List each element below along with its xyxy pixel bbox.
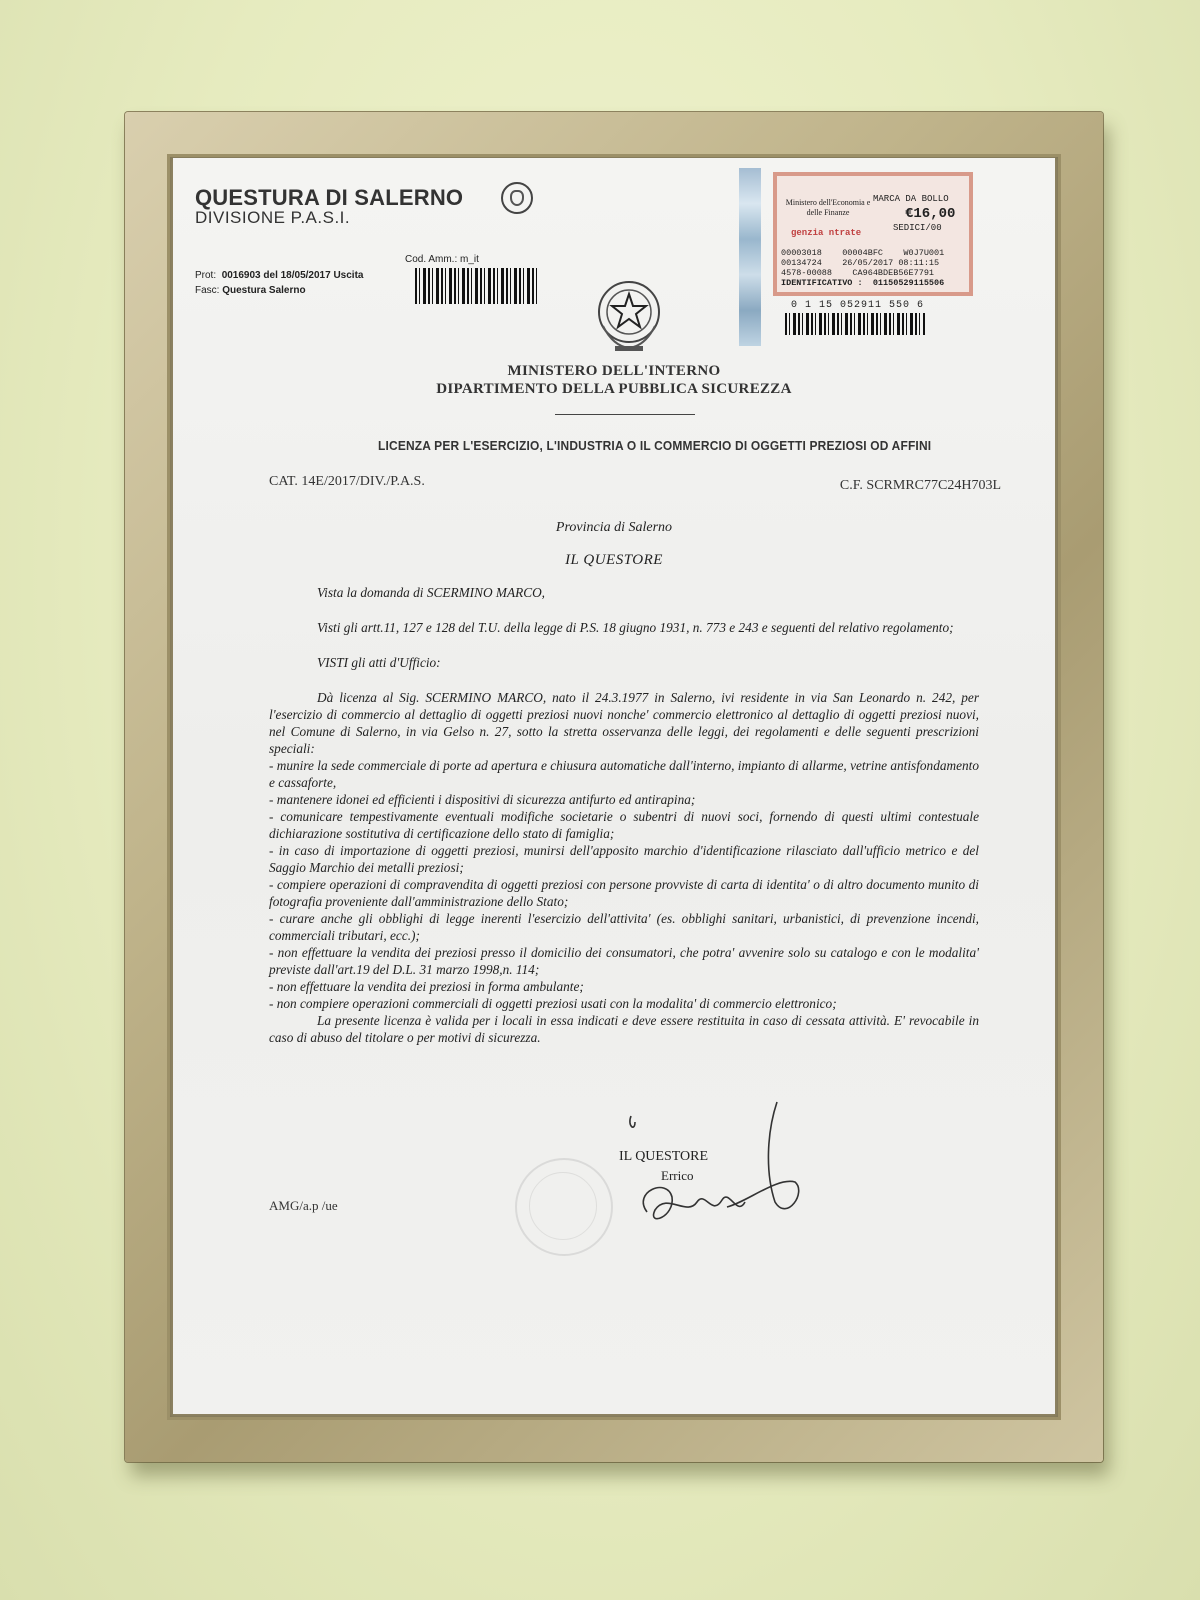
- ministry-line-1: MINISTERO DELL'INTERNO: [507, 363, 721, 379]
- stamp-amount: €16,00: [905, 206, 956, 222]
- stamp-amount-words: SEDICI/00: [893, 223, 942, 233]
- stamp-ministry: Ministero dell'Economia e delle Finanze: [785, 198, 871, 217]
- signature-title-text: IL QUESTORE: [619, 1149, 709, 1164]
- revenue-stamp: [773, 172, 973, 296]
- closing-paragraph: La presente licenza è valida per i locali in essa indicati e deve essere restituita in caso di cessata attività. E' revocabile in caso di abuso del titolare o per motivi di sicurezza.: [269, 1013, 979, 1045]
- prescription-item: - non compiere operazioni commerciali di oggetti preziosi usati con la modalita' di commercio elettronico;: [269, 996, 837, 1011]
- fiscal-code: C.F. SCRMRC77C24H703L: [839, 478, 1001, 493]
- category-code: CAT. 14E/2017/DIV./P.A.S.: [269, 474, 425, 489]
- prescription-item: - comunicare tempestivamente eventuali modifiche societarie o subentri di nuovi soci, fornendo di questi ultimi contestuale dichiarazione sostitutiva di certificazione dello stato di famiglia;: [269, 809, 979, 841]
- stamp-number: 0 1 15 052911 550 6: [791, 300, 925, 311]
- vista-paragraph: Vista la domanda di SCERMINO MARCO,: [317, 585, 546, 600]
- visti-artt-paragraph: Visti gli artt.11, 127 e 128 del T.U. della legge di P.S. 18 giugno 1931, n. 773 e 243 e seguenti del relativo regolamento;: [317, 620, 954, 635]
- stamp-agency: genzia ntrate: [791, 228, 862, 238]
- licence-body: [269, 584, 979, 1046]
- stamp-barcode-icon: [785, 313, 925, 335]
- prot-label: Prot:: [195, 270, 217, 281]
- cod-amm-label: Cod. Amm.:: [405, 254, 458, 265]
- stamp-codes: [781, 248, 944, 288]
- protocol-barcode-icon: [415, 268, 539, 304]
- small-emblem-icon: [501, 182, 533, 214]
- prescription-item: - non effettuare la vendita dei preziosi presso il domicilio dei consumatori, che potra' avvenire solo su catalogo e con le modalita' previste dall'art.19 del D.L. 31 marzo 1998,n. 114;: [269, 945, 979, 977]
- prescription-item: - non effettuare la vendita dei preziosi in forma ambulante;: [269, 979, 584, 994]
- prescription-item: - compiere operazioni di compravendita di oggetti preziosi con persone provviste di carta di identita' o di altro documento munito di fotografia proveniente dall'amministrazione dello Stato;: [269, 877, 979, 909]
- heading-divider: [555, 414, 695, 415]
- cod-amm-value: m_it: [460, 254, 479, 265]
- prescription-item: - munire la sede commerciale di porte ad apertura e chiusura automatiche dall'interno, impianto di allarme, vetrine antisfondamento e cassaforte,: [269, 758, 979, 790]
- prescription-item: - in caso di importazione di oggetti preziosi, munirsi dell'apposito marchio d'identificazione rilasciato dall'ufficio metrico e del Saggio Marchio dei metalli preziosi;: [269, 843, 979, 875]
- stamp-line-4: IDENTIFICATIVO : 01150529115506: [781, 278, 945, 288]
- protocol-block: [195, 268, 363, 298]
- office-title: QUESTURA DI SALERNO: [195, 185, 464, 210]
- faded-seal-icon: [515, 1158, 613, 1256]
- questore-heading: IL QUESTORE: [565, 552, 663, 568]
- stamp-line-2: 00134724 26/05/2017 08:11:15: [781, 258, 940, 268]
- prescription-item: - mantenere idonei ed efficienti i dispositivi di sicurezza antifurto ed antirapina;: [269, 792, 696, 807]
- prot-value: 0016903 del 18/05/2017 Uscita: [221, 270, 364, 281]
- signature-name: Errico: [661, 1168, 694, 1183]
- fasc-label: Fasc:: [195, 285, 220, 296]
- cod-amm: [405, 254, 479, 265]
- licence-document: [173, 158, 1055, 1414]
- stamp-marca: MARCA DA BOLLO: [873, 194, 949, 204]
- fasc-value: Questura Salerno: [222, 285, 306, 296]
- stamp-line-1: 00003018 00004BFC W0J7U001: [781, 248, 945, 258]
- licence-grant-paragraph: Dà licenza al Sig. SCERMINO MARCO, nato il 24.3.1977 in Salerno, ivi residente in via San Leonardo n. 242, per l'esercizio di commercio al dettaglio di oggetti preziosi nuovi nonche' commercio elettronico al dettaglio di oggetti preziosi nuovi, nel Comune di Salerno, in via Gelso n. 27, sotto la stretta osservanza delle leggi, dei regolamenti e delle seguenti prescrizioni speciali:: [269, 690, 979, 756]
- province: Provincia di Salerno: [555, 520, 673, 535]
- licence-title: LICENZA PER L'ESERCIZIO, L'INDUSTRIA O IL COMMERCIO DI OGGETTI PREZIOSI OD AFFINI: [378, 438, 932, 453]
- division-title: DIVISIONE P.A.S.I.: [195, 208, 351, 227]
- ministry-heading: [173, 362, 1055, 398]
- prescription-item: - curare anche gli obblighi di legge inerenti l'esercizio dell'attivita' (es. obblighi sanitari, urbanistici, di prevenzione incendi, commerciali tributari, ecc.);: [269, 911, 979, 943]
- footer-reference: AMG/a.p /ue: [269, 1198, 338, 1213]
- ministry-line-2: DIPARTIMENTO DELLA PUBBLICA SICUREZZA: [436, 381, 792, 397]
- republic-emblem-icon: [593, 276, 665, 354]
- visti-atti-paragraph: VISTI gli atti d'Ufficio:: [317, 655, 441, 670]
- handwritten-signature-icon: [627, 1092, 827, 1242]
- picture-frame: [125, 112, 1103, 1462]
- hologram-strip: [739, 168, 761, 346]
- stamp-line-3: 4578-00088 CA964BDEB56E7791: [781, 268, 935, 278]
